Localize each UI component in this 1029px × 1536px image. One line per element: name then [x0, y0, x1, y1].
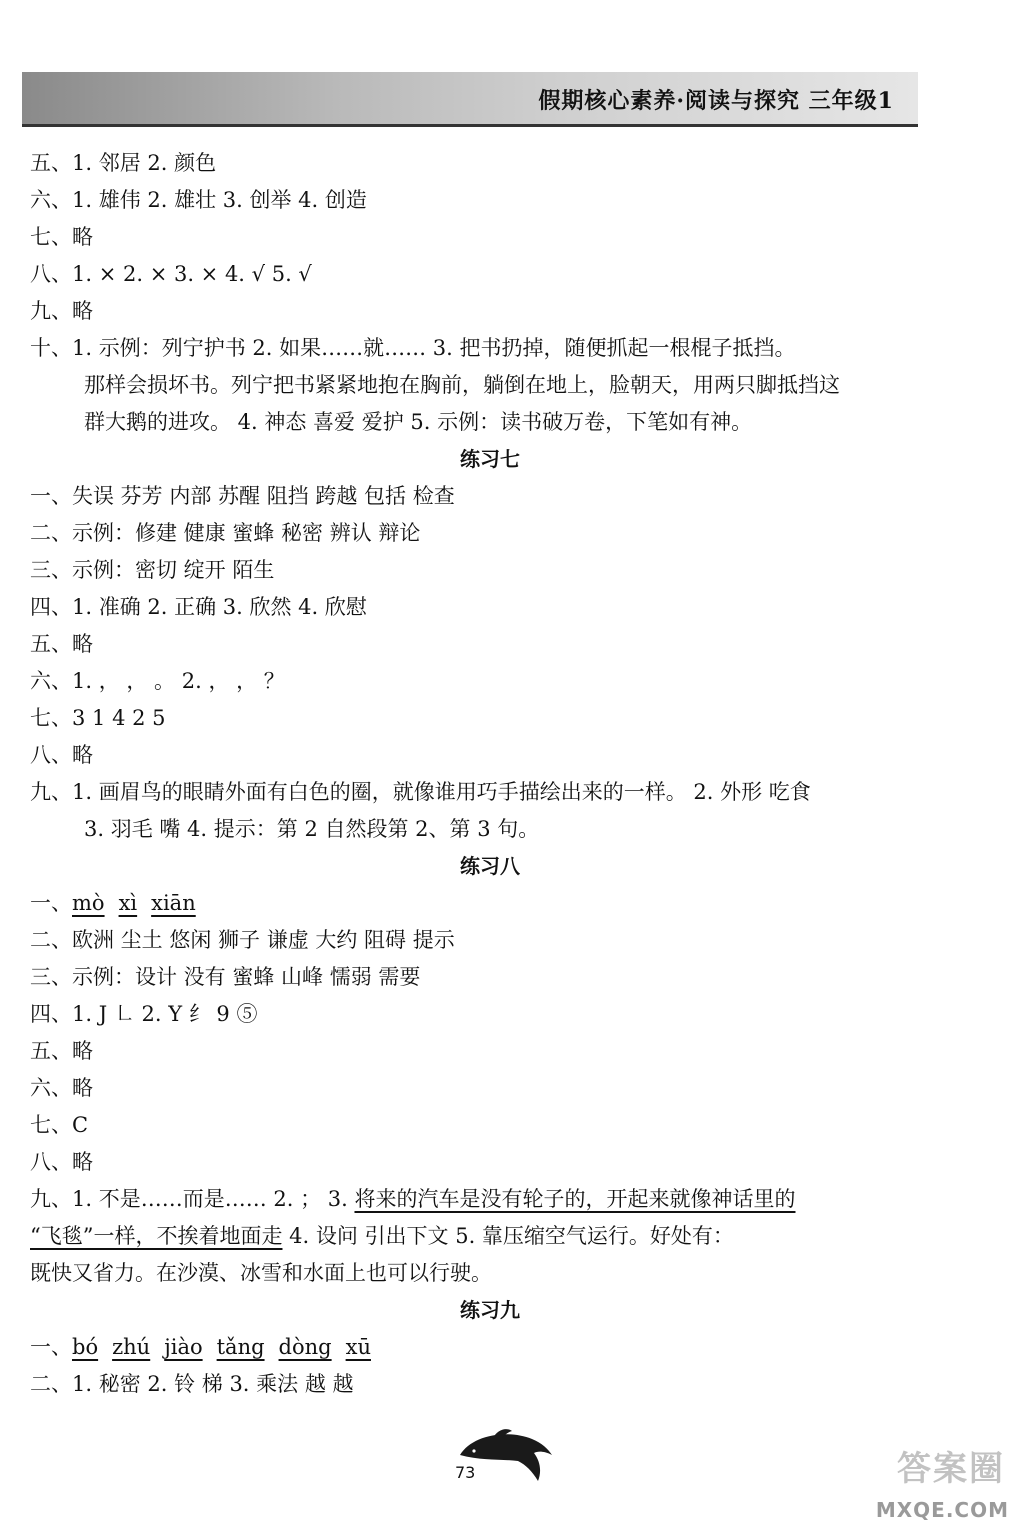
answer-line: 十、1. 示例：列宁护书 2. 如果……就…… 3. 把书扔掉，随便抓起一根棍子抵挡。	[30, 336, 796, 360]
answer-line: 六、略	[30, 1076, 93, 1100]
answer-text: 九、1. 不是……而是…… 2. ； 3.	[30, 1187, 355, 1211]
pinyin-answer: jiào	[164, 1335, 203, 1359]
section-heading-exercise-7: 练习七	[460, 447, 520, 471]
answer-line: 四、1. 准确 2. 正确 3. 欣然 4. 欣慰	[30, 595, 367, 619]
answer-line: 既快又省力。在沙漠、冰雪和水面上也可以行驶。	[30, 1261, 492, 1285]
pinyin-answer: mò	[72, 891, 105, 915]
answer-line: 九、略	[30, 299, 93, 323]
answer-line: 九、1. 画眉鸟的眼睛外面有白色的圈，就像谁用巧手描绘出来的一样。 2. 外形 吃食	[30, 780, 811, 804]
answer-line: 八、1. × 2. × 3. × 4. √ 5. √	[30, 262, 312, 286]
answer-line: 三、示例：设计 没有 蜜蜂 山峰 懦弱 需要	[30, 965, 421, 989]
answer-line: 那样会损坏书。列宁把书紧紧地抱在胸前，躺倒在地上，脸朝天，用两只脚抵挡这	[84, 373, 840, 397]
answer-text: 4. 设问 引出下文 5. 靠压缩空气运行。好处有：	[282, 1224, 734, 1248]
answer-line: 一、失误 芬芳 内部 苏醒 阻挡 跨越 包括 检查	[30, 484, 455, 508]
item-number: 一、	[30, 1335, 72, 1359]
underlined-answer: “飞毯”一样，不挨着地面走	[30, 1224, 283, 1248]
answer-line: 二、欧洲 尘土 悠闲 狮子 谦虚 大约 阻碍 提示	[30, 928, 455, 952]
book-title: 假期核心素养·阅读与探究 三年级1	[538, 88, 894, 114]
answer-line: 五、略	[30, 632, 93, 656]
answer-line: 三、示例：密切 绽开 陌生	[30, 558, 275, 582]
answer-line: 3. 羽毛 嘴 4. 提示：第 2 自然段第 2、第 3 句。	[84, 817, 540, 841]
answer-line-pinyin	[30, 885, 930, 922]
answer-line: 六、1. ， ， 。 2. ， ， ？	[30, 669, 285, 693]
pinyin-answer: xiān	[151, 891, 196, 915]
page-header-band	[22, 72, 918, 127]
answer-line: 七、略	[30, 225, 93, 249]
pinyin-answer: dòng	[278, 1335, 332, 1359]
section-heading-exercise-9: 练习九	[460, 1298, 520, 1322]
answer-line: 二、示例：修建 健康 蜜蜂 秘密 辨认 辩论	[30, 521, 421, 545]
section-heading-exercise-8: 练习八	[460, 854, 520, 878]
watermark-logo: 答案圈	[897, 1449, 1005, 1489]
answer-line-pinyin	[30, 1329, 930, 1366]
pinyin-answer: zhú	[112, 1335, 151, 1359]
answer-line: 群大鹅的进攻。 4. 神态 喜爱 爱护 5. 示例：读书破万卷，下笔如有神。	[84, 410, 753, 434]
answer-line	[30, 1181, 930, 1218]
pinyin-answer: xì	[118, 891, 138, 915]
underlined-answer: 将来的汽车是没有轮子的，开起来就像神话里的	[354, 1187, 796, 1211]
answer-line: 四、1. J ㇗ 2. Y 纟 9 ⑤	[30, 1002, 258, 1026]
watermark-url: MXQE.COM	[875, 1498, 1009, 1522]
pinyin-answer: bó	[72, 1335, 99, 1359]
item-number: 一、	[30, 891, 72, 915]
answer-line: 八、略	[30, 743, 93, 767]
pinyin-answer: xū	[345, 1335, 371, 1359]
answer-line: 七、3 1 4 2 5	[30, 706, 166, 730]
answer-line: 五、略	[30, 1039, 93, 1063]
pinyin-answer: tǎng	[216, 1335, 265, 1359]
answer-line: 八、略	[30, 1150, 93, 1174]
answer-line: 六、1. 雄伟 2. 雄壮 3. 创举 4. 创造	[30, 188, 367, 212]
page-number: 73	[455, 1463, 476, 1482]
answer-line	[30, 1218, 930, 1255]
answer-line: 二、1. 秘密 2. 铃 梯 3. 乘法 越 越	[30, 1372, 354, 1396]
answer-content	[30, 145, 930, 1403]
answer-line: 五、1. 邻居 2. 颜色	[30, 151, 217, 175]
answer-line: 七、C	[30, 1113, 89, 1137]
